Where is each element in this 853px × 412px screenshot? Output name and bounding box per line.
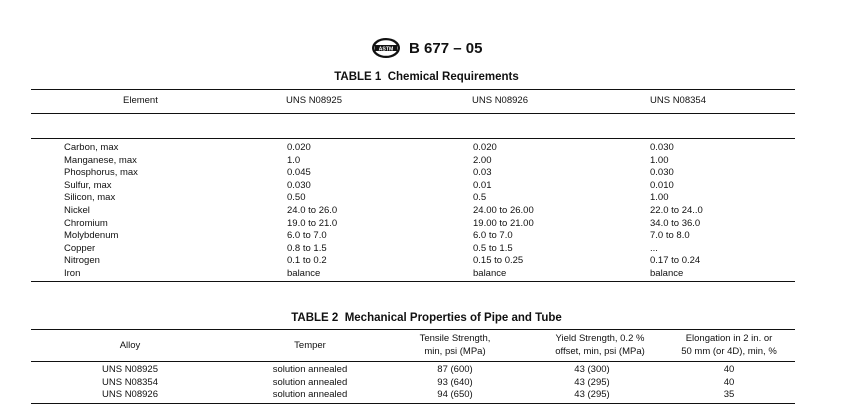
- table1-n08925-column: [287, 142, 337, 281]
- table-cell: Iron: [64, 267, 81, 279]
- table-cell: 0.01: [473, 179, 492, 191]
- table1-title: Chemical Requirements: [387, 71, 519, 83]
- header-line: Yield Strength, 0.2 %: [555, 333, 645, 344]
- header-line: Tensile Strength,: [419, 333, 491, 344]
- table-cell: 94 (650): [437, 389, 473, 400]
- table-cell: 6.0 to 7.0: [473, 230, 513, 242]
- table-cell: Nickel: [64, 204, 90, 216]
- header-line: Elongation in 2 in. or: [685, 333, 773, 344]
- table-cell: 0.030: [650, 167, 674, 179]
- table2-header-tensile: [405, 333, 505, 358]
- table-cell: 2.00: [473, 154, 492, 166]
- table1-n08354-column: [650, 142, 703, 281]
- table1-header-rule: [31, 113, 795, 114]
- table2-bottom-rule: [31, 403, 795, 404]
- table-cell: 0.5 to 1.5: [473, 242, 513, 254]
- table-cell: 0.50: [287, 192, 306, 204]
- table2-header-yield: [540, 333, 660, 358]
- table-cell: balance: [650, 267, 684, 279]
- table1-caption: [0, 71, 853, 83]
- table2-elongation-column: [709, 364, 749, 402]
- table2-header-alloy: Alloy: [119, 340, 141, 351]
- table2-temper-column: [250, 364, 370, 402]
- table2-alloy-column: [80, 364, 180, 402]
- document-header: [0, 37, 853, 59]
- table-cell: 24.00 to 26.00: [473, 204, 534, 216]
- table-cell: Sulfur, max: [64, 179, 112, 191]
- table-cell: Manganese, max: [64, 154, 137, 166]
- table2-header-temper: Temper: [294, 340, 326, 351]
- table1-element-column: [64, 142, 138, 281]
- table-cell: 43 (295): [574, 376, 610, 388]
- table-cell: 0.045: [287, 167, 311, 179]
- table2-title: Mechanical Properties of Pipe and Tube: [344, 312, 562, 324]
- table-cell: 0.17 to 0.24: [650, 255, 701, 267]
- table-cell: Molybdenum: [64, 230, 119, 242]
- table-cell: balance: [473, 267, 507, 279]
- table-cell: 22.0 to 24..0: [650, 204, 703, 216]
- table-cell: 0.030: [650, 142, 674, 153]
- table1-bottom-rule: [31, 281, 795, 282]
- table-cell: 0.15 to 0.25: [473, 255, 524, 267]
- table2-top-rule: [31, 329, 795, 330]
- table1-header-n08925: UNS N08925: [286, 95, 342, 106]
- table-cell: Silicon, max: [64, 192, 116, 204]
- table-cell: 43 (295): [574, 389, 610, 400]
- table-cell: 0.03: [473, 167, 492, 179]
- table1-n08926-column: [473, 142, 534, 281]
- table-cell: UNS N08354: [102, 376, 158, 388]
- table-cell: 93 (640): [437, 376, 473, 388]
- table-cell: 24.0 to 26.0: [287, 204, 338, 216]
- table1-label: TABLE 1: [334, 71, 382, 83]
- table-cell: ...: [650, 242, 658, 254]
- table-cell: 0.5: [473, 192, 487, 204]
- table-cell: 7.0 to 8.0: [650, 230, 690, 242]
- table-cell: Chromium: [64, 217, 108, 229]
- table-cell: 40: [723, 376, 735, 388]
- table-cell: 40: [723, 364, 735, 375]
- table1-header-n08926: UNS N08926: [472, 95, 528, 106]
- table-cell: 1.0: [287, 154, 301, 166]
- svg-text:ASTM: ASTM: [378, 46, 393, 53]
- table1-top-rule: [31, 89, 795, 90]
- document-id: B 677 – 05: [409, 39, 483, 57]
- table-cell: solution annealed: [272, 389, 348, 400]
- table-cell: UNS N08925: [102, 364, 158, 375]
- table-cell: 87 (600): [437, 364, 473, 375]
- table-cell: Carbon, max: [64, 142, 119, 153]
- table-cell: Copper: [64, 242, 96, 254]
- table-cell: 1.00: [650, 154, 669, 166]
- table-cell: 19.0 to 21.0: [287, 217, 338, 229]
- table2-header-rule: [31, 361, 795, 362]
- table2-header-elongation: [664, 333, 794, 358]
- table1-body-rule: [31, 138, 795, 139]
- table-cell: 0.8 to 1.5: [287, 242, 327, 254]
- table-cell: 19.00 to 21.00: [473, 217, 534, 229]
- header-line: min, psi (MPa): [424, 345, 486, 357]
- table-cell: 0.030: [287, 179, 311, 191]
- table-cell: 0.1 to 0.2: [287, 255, 327, 267]
- header-line: 50 mm (or 4D), min, %: [681, 345, 777, 357]
- header-line: offset, min, psi (MPa): [555, 345, 645, 357]
- table2-tensile-column: [415, 364, 495, 402]
- table-cell: 6.0 to 7.0: [287, 230, 327, 242]
- table-cell: 34.0 to 36.0: [650, 217, 701, 229]
- table-cell: 0.020: [287, 142, 311, 153]
- table2-label: TABLE 2: [291, 312, 339, 324]
- table2-caption: [0, 312, 853, 324]
- table-cell: solution annealed: [272, 364, 348, 375]
- table-cell: 0.010: [650, 179, 674, 191]
- table-cell: UNS N08926: [102, 389, 158, 400]
- table-cell: 35: [723, 389, 735, 400]
- table1-header-n08354: UNS N08354: [650, 95, 706, 106]
- table-cell: Nitrogen: [64, 255, 100, 267]
- table-cell: Phosphorus, max: [64, 167, 138, 179]
- astm-logo-icon: [371, 37, 401, 59]
- table-cell: 43 (300): [574, 364, 610, 375]
- table-cell: solution annealed: [272, 376, 348, 388]
- table1-header-element: Element: [123, 95, 158, 106]
- table-cell: 0.020: [473, 142, 497, 153]
- table-cell: balance: [287, 267, 321, 279]
- table2-yield-column: [552, 364, 632, 402]
- table-cell: 1.00: [650, 192, 669, 204]
